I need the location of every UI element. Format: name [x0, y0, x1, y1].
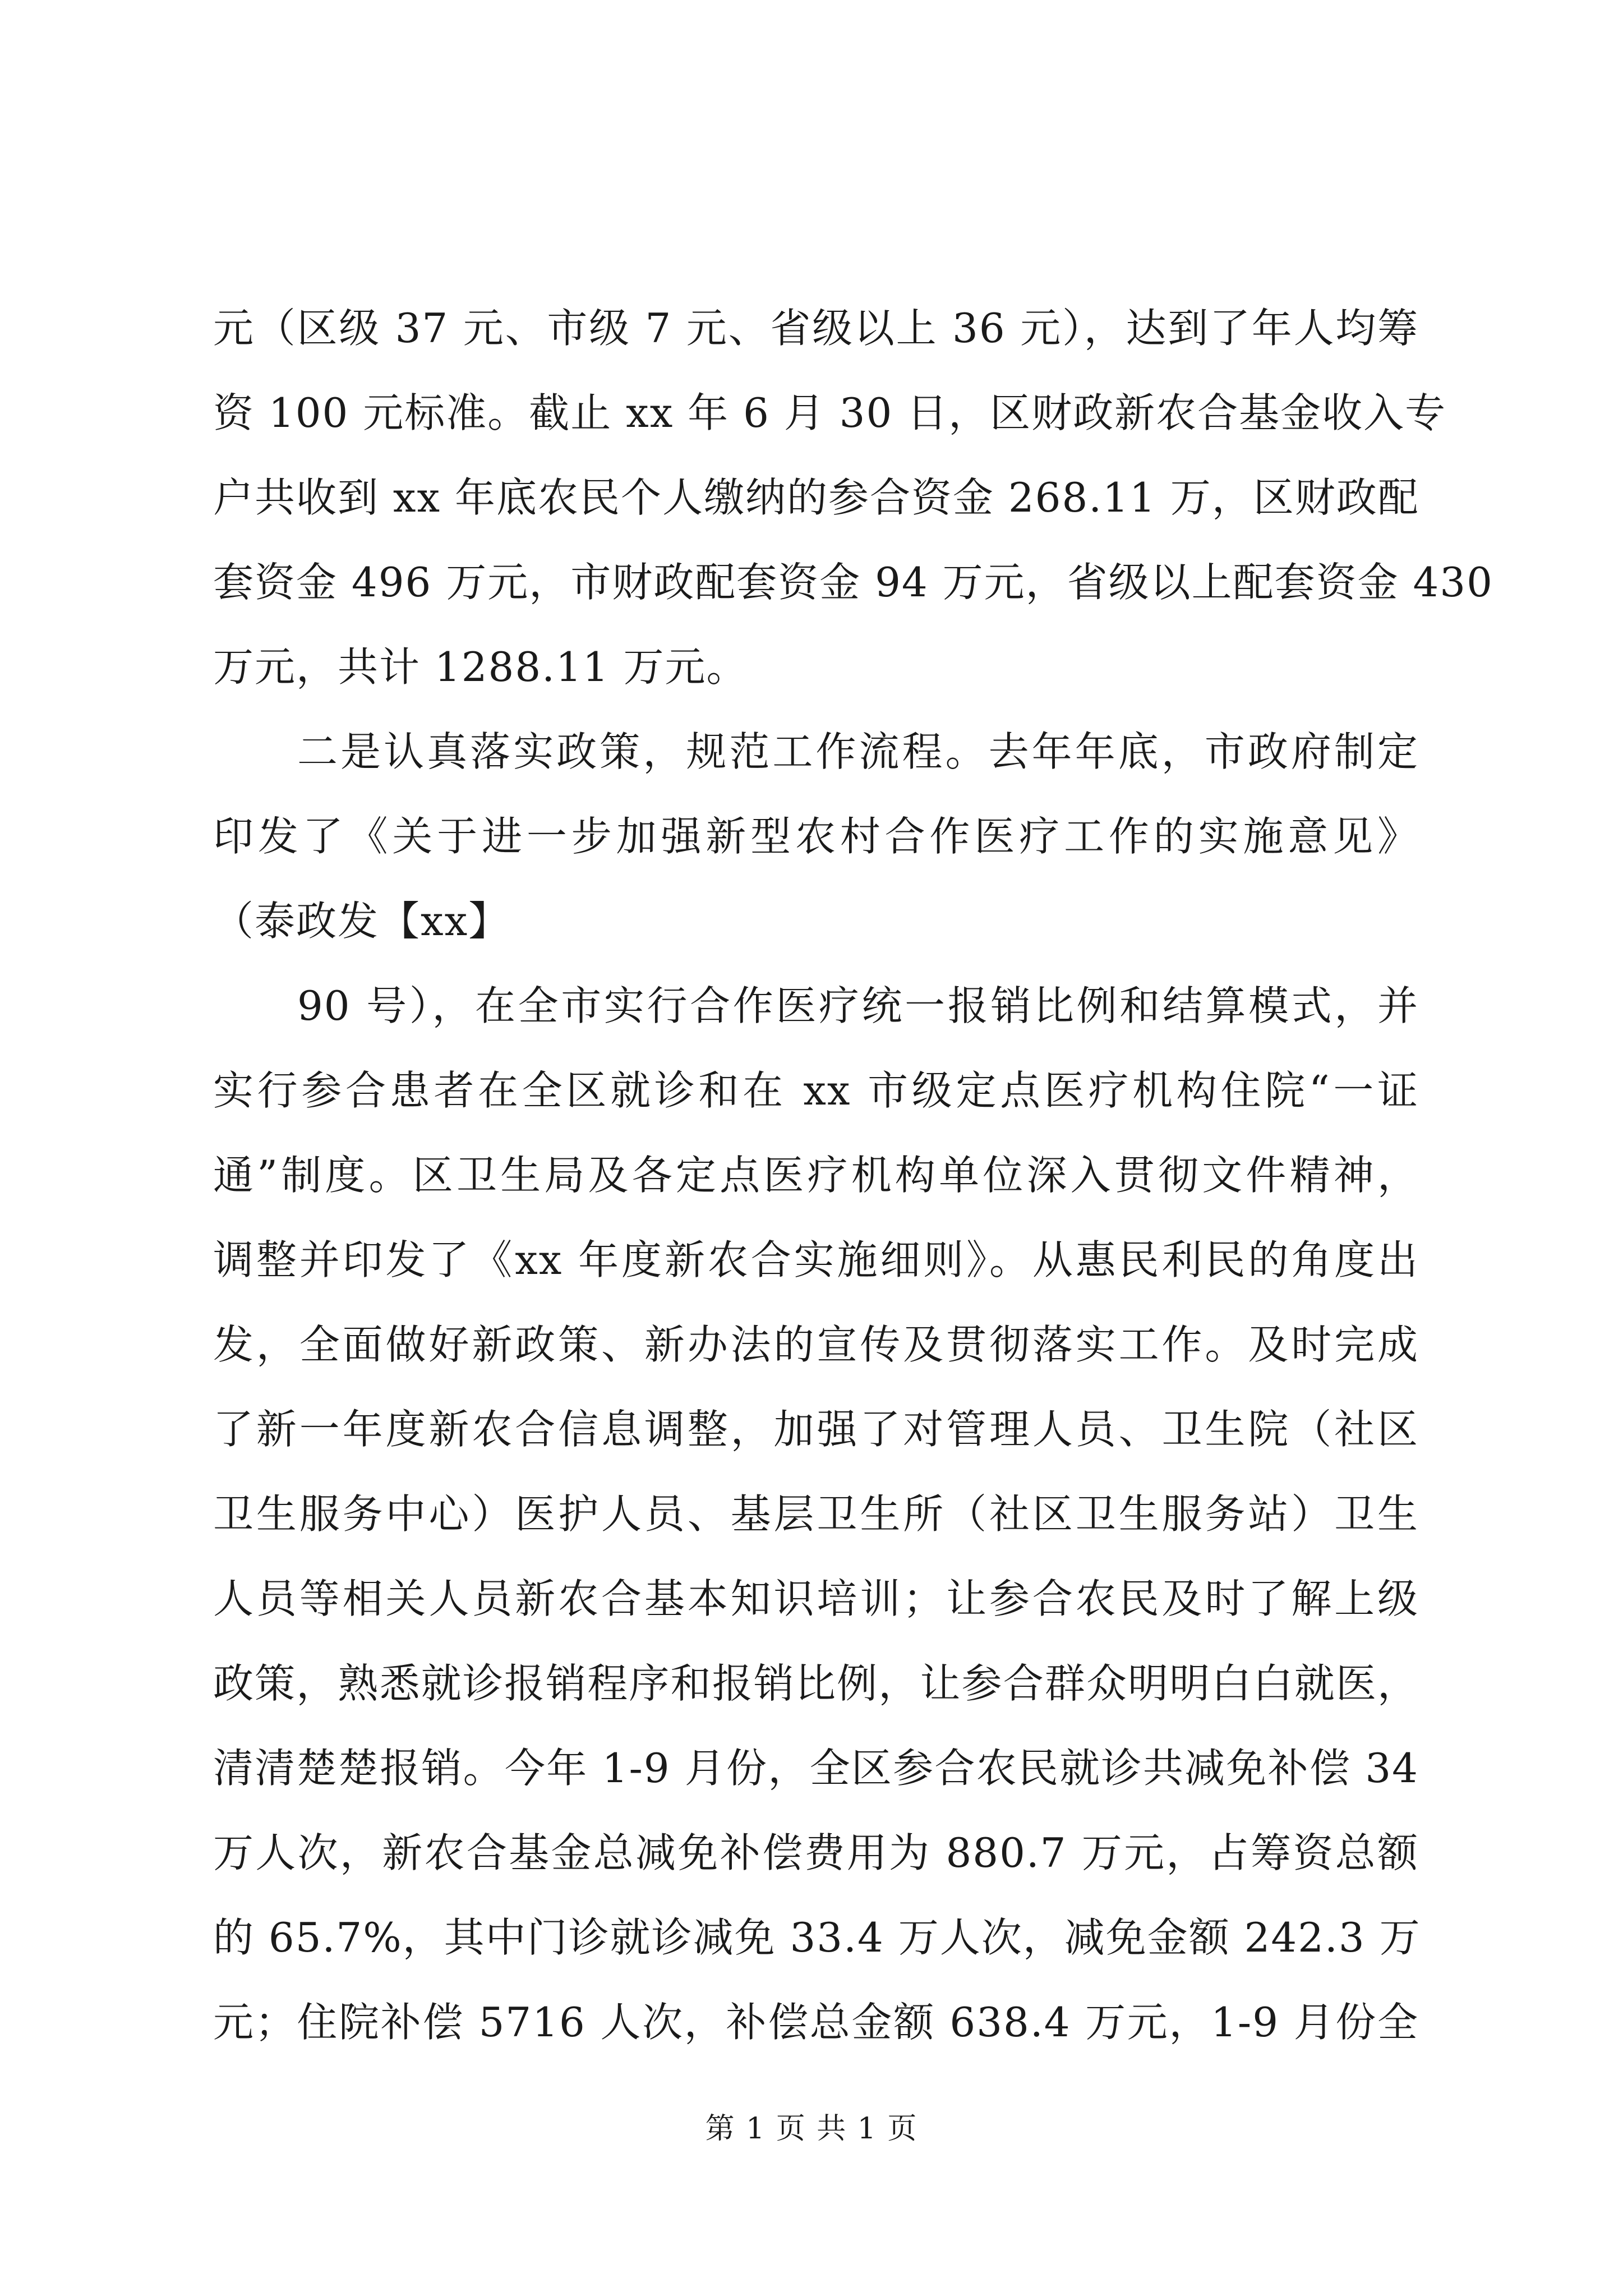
text-line: 发，全面做好新政策、新办法的宣传及贯彻落实工作。及时完成 [213, 1321, 1419, 1368]
text-line: 户共收到 xx 年底农民个人缴纳的参合资金 268.11 万，区财政配 [213, 474, 1419, 521]
text-line: 资 100 元标准。截止 xx 年 6 月 30 日，区财政新农合基金收入专 [213, 389, 1447, 436]
text-line: 元；住院补偿 5716 人次，补偿总金额 638.4 万元，1-9 月份全 [213, 1999, 1419, 2046]
text-line: 90 号），在全市实行合作医疗统一报销比例和结算模式，并 [297, 982, 1419, 1029]
text-line: （泰政发【xx】 [213, 898, 510, 945]
text-line: 政策，熟悉就诊报销程序和报销比例，让参合群众明明白白就医， [213, 1660, 1419, 1707]
page-number: 第 1 页 共 1 页 [705, 2112, 918, 2146]
text-line: 卫生服务中心）医护人员、基层卫生所（社区卫生服务站）卫生 [213, 1490, 1419, 1538]
text-line: 的 65.7%，其中门诊就诊减免 33.4 万人次，减免金额 242.3 万 [213, 1914, 1421, 1961]
text-line: 通”制度。区卫生局及各定点医疗机构单位深入贯彻文件精神， [213, 1152, 1419, 1199]
text-line: 实行参合患者在全区就诊和在 xx 市级定点医疗机构住院“一证 [213, 1067, 1419, 1114]
text-line: 了新一年度新农合信息调整，加强了对管理人员、卫生院（社区 [213, 1406, 1419, 1453]
text-line: 清清楚楚报销。今年 1-9 月份，全区参合农民就诊共减免补偿 34 [213, 1745, 1419, 1792]
text-line: 万人次，新农合基金总减免补偿费用为 880.7 万元，占筹资总额 [213, 1829, 1419, 1876]
text-line: 调整并印发了《xx 年度新农合实施细则》。从惠民利民的角度出 [213, 1236, 1419, 1283]
text-line: 万元，共计 1288.11 万元。 [213, 643, 748, 691]
text-line: 套资金 496 万元，市财政配套资金 94 万元，省级以上配套资金 430 [213, 559, 1493, 606]
text-line: 印发了《关于进一步加强新型农村合作医疗工作的实施意见》 [213, 813, 1419, 860]
text-line: 人员等相关人员新农合基本知识培训；让参合农民及时了解上级 [213, 1575, 1419, 1622]
text-line: 二是认真落实政策，规范工作流程。去年年底，市政府制定 [297, 728, 1419, 775]
text-line: 元（区级 37 元、市级 7 元、省级以上 36 元），达到了年人均筹 [213, 305, 1419, 352]
